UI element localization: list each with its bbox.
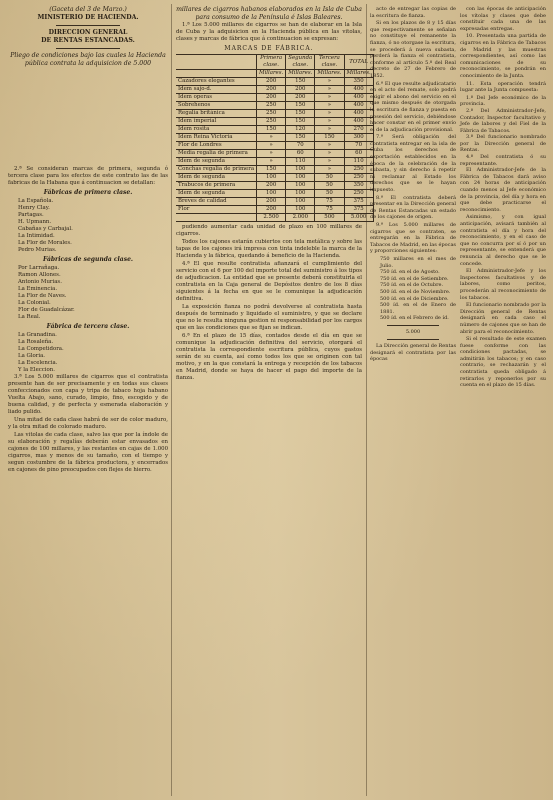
row-value-cell: 150 <box>286 78 315 86</box>
table-body <box>176 78 373 214</box>
paragraph-6: 6.ª El que resulte adjudicatario en el acto del remate, solo podrá exigir el abono del servicio en el que mismo después de otorgada la escritura de fianza y puesta en posesión del servicio, debiéndose hacer constar en el primer envío el de la adjudicación provisional. <box>370 80 456 133</box>
table-row <box>176 190 373 198</box>
list-item: 500 íd. en el de Diciembre. <box>380 295 449 302</box>
row-name-cell: Idem de segunda <box>176 174 257 182</box>
list-item: La Real. <box>18 314 41 320</box>
row-value-cell: » <box>315 86 344 94</box>
table-row <box>176 166 373 174</box>
row-value-cell: 110 <box>344 158 373 166</box>
table-row <box>176 150 373 158</box>
totals-label <box>176 214 257 222</box>
row-value-cell: 50 <box>315 174 344 182</box>
row-value-cell: 400 <box>344 118 373 126</box>
list-item: 1.º Del Jefe económico de la provincia. <box>460 94 546 108</box>
unit-cell: Millares. <box>315 70 344 78</box>
row-value-cell: 100 <box>286 182 315 190</box>
paragraph-direccion: La Dirección general de Rentas designará el contratista por las épocas <box>370 342 457 363</box>
column-3 <box>370 6 546 796</box>
unit-cell: Millares. <box>257 70 286 78</box>
header-cell-empty <box>176 55 257 70</box>
column-1 <box>8 6 168 796</box>
row-value-cell: 400 <box>344 86 373 94</box>
row-value-cell: 100 <box>286 206 315 214</box>
paragraph-8: 8.ª El contratista deberá presentar en la Dirección general de Rentas Estancadas un estado de los cajones de origen. <box>370 194 456 221</box>
row-value-cell: 100 <box>257 190 286 198</box>
table-row <box>176 142 373 150</box>
list-item: Ramon Allones. <box>18 272 61 278</box>
total-cell: 2.000 <box>286 214 315 222</box>
row-value-cell: 75 <box>315 198 344 206</box>
row-value-cell: 150 <box>315 134 344 142</box>
paragraph-top: acto de entregar las copias de la escritura de fianza. <box>370 6 456 19</box>
row-value-cell: 350 <box>344 182 373 190</box>
row-name-cell: Idem Reina Victoria <box>176 134 257 142</box>
delivery-total: 5.000 <box>405 328 421 335</box>
row-value-cell: » <box>315 166 344 174</box>
list-item: 500 íd. en el de Enero de 1881. <box>380 302 456 315</box>
paragraph-11: 11. Esta operación tendrá lugar ante la Junta compuesta: <box>460 80 546 94</box>
header-cell: TOTAL <box>344 55 373 70</box>
row-name-cell: Conchas regalia de primera <box>176 166 257 174</box>
row-value-cell: 250 <box>344 190 373 198</box>
list-item: 500 íd. en el de Noviembre. <box>380 288 451 295</box>
list-item: La Intimidad. <box>18 233 55 239</box>
row-value-cell: 375 <box>344 198 373 206</box>
row-value-cell: » <box>315 118 344 126</box>
row-value-cell: » <box>315 126 344 134</box>
list-item: Antonio Murias. <box>18 279 62 285</box>
row-value-cell: 150 <box>286 134 315 142</box>
list-item: 750 íd. en el de Setiembre. <box>380 275 449 282</box>
unit-cell: Millares. <box>286 70 315 78</box>
list-item: La Española. <box>18 198 54 204</box>
table-header-row <box>176 55 373 70</box>
table-row <box>176 198 373 206</box>
paragraph-3: 3.ª Los 5.000 millares de cigarros que el contratista presente han de ser precisamente y en todas sus clases confeccionados con capa y tripa de tabaco hoja habano Vuelta Abajo, sano, curado, limpio, fino, escogido y de buena calidad, y de perfecta y esmerada elaboración y liado pulido. <box>8 374 168 415</box>
totals-row <box>176 214 373 222</box>
total-cell: 2.500 <box>257 214 286 222</box>
row-value-cell: 50 <box>315 190 344 198</box>
row-value-cell: 250 <box>257 102 286 110</box>
paragraph-inspector: El Administrador-Jefe y los Inspectores facultativos y de labores, como peritos, procederán al reconocimiento de los tabacos. <box>460 268 546 301</box>
row-value-cell: 200 <box>257 182 286 190</box>
list-item: Y la Eleccion. <box>18 367 55 373</box>
header-cell: Primera clase. <box>257 55 286 70</box>
subcolumn-right <box>460 6 546 796</box>
paragraph-todos: Todos los cajones estarán cubiertos con tela metálica y sobre las tapas de los cajones irá impresa con tinta indeleble la marca de la Hacienda y la fábrica, quedando á beneficio de la Hacienda. <box>176 239 362 259</box>
list-item: La Rosaleña. <box>18 339 54 345</box>
paragraph-9: 9.ª Los 5.000 millares de cigarros que se contraten, se entregarán en la Fábrica de Tabacos de Madrid, en las épocas y proporciones siguientes: <box>370 222 456 255</box>
list-item: Partagas. <box>18 212 44 218</box>
row-value-cell: 250 <box>344 166 373 174</box>
table-row <box>176 182 373 190</box>
intro-text: millares de cigarros habanos elaborados en la Isla de Cuba para consumo de la Península é Islas Baleares. <box>176 6 362 21</box>
list-item: La Escelencia. <box>18 360 58 366</box>
list-item: 750 íd. en el de Agosto. <box>380 269 440 276</box>
row-value-cell: 200 <box>257 78 286 86</box>
list-item: Pedro Murias. <box>18 247 57 253</box>
row-name-cell: Regalia británica <box>176 110 257 118</box>
paragraph-admin: El Administrador-Jefe de la Fábrica de Tabacos dará aviso con 24 horas de anticipación cuando menos al Jefe económico de la provincia, del día y hora en que debe practicarse el reconocimiento. <box>460 167 546 213</box>
row-name-cell: Trabucos de primera <box>176 182 257 190</box>
delivery-list <box>370 256 456 322</box>
row-value-cell: 60 <box>286 150 315 158</box>
members-list <box>460 95 546 168</box>
row-value-cell: 250 <box>344 174 373 182</box>
row-name-cell: Idem de segunda <box>176 158 257 166</box>
paragraph-top: con las épocas de anticipación los vitolas y clases que debe constituir cada una de las expresadas entregas. <box>460 6 546 32</box>
header-cell: Tercera clase. <box>315 55 344 70</box>
divider <box>56 25 120 26</box>
clase3-title: Fábrica de tercera clase. <box>46 323 130 330</box>
paragraph-after-table: pudiendo aumentar cada unidad de plazo en 100 millares de cigarros. <box>176 224 362 237</box>
clase3-list <box>8 332 168 374</box>
row-name-cell: Flor de Londres <box>176 142 257 150</box>
marcas-table <box>176 54 374 222</box>
row-value-cell: 250 <box>257 110 286 118</box>
row-value-cell: 150 <box>257 166 286 174</box>
row-value-cell: 70 <box>344 142 373 150</box>
list-item: 500 íd. en el Febrero de íd. <box>380 315 449 322</box>
table-row <box>176 174 373 182</box>
row-value-cell: 150 <box>286 102 315 110</box>
paragraph-5: La exposición fianza no podrá devolverse al contratista hasta después de terminado y liquidado el suministro, y que se declare que no le resulta ninguna gestion ni responsabilidad por los cargos que en las condiciones que se fijan se indican. <box>176 304 362 331</box>
row-value-cell: » <box>315 78 344 86</box>
row-name-cell: Idem de segunda <box>176 190 257 198</box>
divider <box>56 48 120 49</box>
row-name-cell: Idem imperial <box>176 118 257 126</box>
paragraph-6: 6.ª En el plazo de 15 días, contados desde el día en que se comunique la adjudicación definitiva del servicio, otorgará el contratista la correspondiente escritura pública, cuyos gastos serán de su cuenta, así como todos los que se originen con tal motivo, y en la que constará la entrega y recepción de los tabacos en Madrid, donde se haya de hacer el pago del importe de la fianza. <box>176 333 362 381</box>
list-item: La Flor de Morales. <box>18 240 72 246</box>
table-units-row <box>176 70 373 78</box>
table-row <box>176 94 373 102</box>
list-item: Henry Clay. <box>18 205 50 211</box>
paragraph-asimismo: Asimismo, y con igual anticipación, avisará también al contratista el día y hora del reconocimiento, y en el caso de que no concurra por sí ó por un representante, se entenderá que renuncia al derecho que se le concede. <box>460 214 546 267</box>
paragraph-conformidad: Si el resultado de este examen fuese conforme con las condiciones pactadas, se admitirán los tabacos; y en caso contrario, se rechazarán y el contratista queda obligado á retirarlos y reponerlos por su cuenta en el plazo de 15 días. <box>460 336 546 389</box>
table-row <box>176 102 373 110</box>
ministry-heading: MINISTERIO DE HACIENDA. <box>37 14 139 21</box>
list-item: 3.º Del funcionario nombrado por la Dirección general de Rentas. <box>460 134 546 154</box>
row-name-cell: Idem operas <box>176 94 257 102</box>
table-row <box>176 206 373 214</box>
row-value-cell: 200 <box>257 94 286 102</box>
list-item: La Gloria. <box>18 353 46 359</box>
list-item: 2.º Del Administrador-Jefe, Contador, Inspector facultativo y Jefe de labores y del Fiel de la Fábrica de Tabacos. <box>460 107 546 134</box>
row-value-cell: 110 <box>286 158 315 166</box>
paragraph-si: Si en los plazos de 8 y 15 días que respectivamente se señalan no constituye el remanente la fianza, ó no otorgase la escritura, se procederá á nueva subasta, perderá la fianza el contratista, conforme al artículo 5.º del Real decreto de 27 de Febrero de 1852. <box>370 20 456 79</box>
table-row <box>176 158 373 166</box>
row-value-cell: 150 <box>286 110 315 118</box>
row-value-cell: 200 <box>257 86 286 94</box>
list-item: La Competidora. <box>18 346 64 352</box>
row-value-cell: » <box>315 94 344 102</box>
table-title: MARCAS DE FÁBRICA. <box>224 45 314 52</box>
direccion-heading: DIRECCION GENERAL <box>48 29 128 36</box>
paragraph-7: 7.ª Será obligación del contratista entregar en la isla de Cuba los derechos de exportación establecidos en la época de la celebración de la subasta, y sin derecho á repetir ni reclamar al Estado los derechos que se le hayan impuesto. <box>370 134 456 194</box>
row-value-cell: 375 <box>344 206 373 214</box>
column-2 <box>176 6 371 796</box>
paragraph-4: 4.ª El que resulte contratista afianzará el cumplimiento del servicio con el 6 por 100 del importe total del suministro á los tipos de adjudicacion. La entidad que se presente deberá constituirla el contratista en la Caja general de Depósitos dentro de los 8 días siguientes á la fecha en que se le comunique la adjudicación definitiva. <box>176 261 362 302</box>
list-item: 750 millares en el mes de Julio. <box>380 255 456 269</box>
paragraph-10: 10. Presentada una partida de cigarros en la Fábrica de Tabacos de Madrid y las muestras correspondientes, así como las comunicaciones de su reconocimiento, se pondrán en conocimiento de la Junta. <box>460 33 546 79</box>
row-value-cell: 150 <box>257 126 286 134</box>
spacer <box>8 68 168 166</box>
unit-cell: Millares. <box>344 70 373 78</box>
clase2-list <box>8 265 168 321</box>
row-value-cell: 250 <box>257 118 286 126</box>
header-cell: Segunda clase. <box>286 55 315 70</box>
row-value-cell: 200 <box>257 206 286 214</box>
pliego-title: Pliego de condiciones bajo las cuales la Hacienda pública contrata la adquisicion de 5.000 <box>10 52 166 67</box>
row-value-cell: 400 <box>344 94 373 102</box>
row-value-cell: 75 <box>315 206 344 214</box>
subcolumn-left <box>370 6 456 796</box>
row-value-cell: 200 <box>286 86 315 94</box>
paragraph-1: 1.ª Los 5.000 millares de cigarros se han de elaborar en la Isla de Cuba y la adquisicion en la Hacienda pública en las vitolas, clases y marcas de fábrica que á continuacion se expresan: <box>176 22 362 42</box>
row-value-cell: » <box>315 102 344 110</box>
dateline: (Gaceta del 3 de Marzo.) <box>49 6 127 13</box>
row-name-cell: Cazadores elegantes <box>176 78 257 86</box>
list-item: H. Upmann. <box>18 219 52 225</box>
row-value-cell: 60 <box>344 150 373 158</box>
list-item: La Granadina. <box>18 332 57 338</box>
row-value-cell: » <box>315 150 344 158</box>
row-value-cell: 300 <box>344 134 373 142</box>
clase1-list <box>8 198 168 254</box>
row-value-cell: » <box>257 150 286 158</box>
row-name-cell: Idem sajo-d. <box>176 86 257 94</box>
clase2-title: Fábricas de segunda clase. <box>43 256 133 263</box>
row-value-cell: 200 <box>257 198 286 206</box>
rentas-heading: DE RENTAS ESTANCADAS. <box>41 37 135 44</box>
row-value-cell: 100 <box>286 166 315 174</box>
row-value-cell: 120 <box>286 126 315 134</box>
row-value-cell: » <box>257 142 286 150</box>
paragraph-2: 2.ª Se consideran marcas de primera, segunda ó tercera clase para los efectos de este contrato las de las fabricas de la Habana que á continuacion se detallan: <box>8 166 168 186</box>
list-item: La Eminencia. <box>18 286 58 292</box>
row-value-cell: 400 <box>344 102 373 110</box>
row-name-cell: Sobrehenos <box>176 102 257 110</box>
divider <box>387 325 439 326</box>
table-row <box>176 134 373 142</box>
table-row <box>176 126 373 134</box>
paragraph-4: Una mitad de cada clase habrá de ser de color maduro, y la otra mitad de colorado maduro. <box>8 417 168 430</box>
column-rule <box>171 4 172 796</box>
row-name-cell: Idem rosita <box>176 126 257 134</box>
row-name-cell: Flor <box>176 206 257 214</box>
table-row <box>176 78 373 86</box>
header-cell-empty <box>176 70 257 78</box>
row-value-cell: 200 <box>286 94 315 102</box>
row-value-cell: » <box>315 142 344 150</box>
row-value-cell: » <box>315 110 344 118</box>
paragraph-funcionario: El funcionario nombrado por la Dirección general de Rentas designará en cada caso el número de cajones que se han de abrir para el reconocimiento. <box>460 302 546 335</box>
list-item: Por Larrañaga. <box>18 265 60 271</box>
row-value-cell: » <box>315 158 344 166</box>
list-item: 750 íd. en el de Octubre. <box>380 282 444 289</box>
divider <box>387 339 439 340</box>
list-item: La Flor de Naves. <box>18 293 67 299</box>
total-cell: 500 <box>315 214 344 222</box>
row-value-cell: 100 <box>286 198 315 206</box>
list-item: 4.º Del contratista ó su representante. <box>460 154 546 167</box>
row-value-cell: 350 <box>344 78 373 86</box>
list-item: La Colonial. <box>18 300 51 306</box>
paragraph-5: Las vitolas de cada clase, salvo las que por la índole de su elaboración y regalías deberán estar envasados en cajones de 100 millares, y las restantes en cajas de 1.000 cigarros, mas y menos de su tamaño, con el tiempo y segun costumbre de la fábrica productora, y encerrados en cajones de pino preocupados con flejes de hierro. <box>8 432 168 473</box>
row-value-cell: 100 <box>257 174 286 182</box>
list-item: Cabañas y Carbajal. <box>18 226 73 232</box>
row-value-cell: 270 <box>344 126 373 134</box>
clase1-title: Fábricas de primera clase. <box>43 189 133 196</box>
row-value-cell: 400 <box>344 110 373 118</box>
list-item: Flor de Guadalcázar. <box>18 307 75 313</box>
table-row <box>176 118 373 126</box>
table-row <box>176 110 373 118</box>
table-row <box>176 86 373 94</box>
row-name-cell: Media regalia de primera <box>176 150 257 158</box>
row-value-cell: 50 <box>315 182 344 190</box>
row-value-cell: 100 <box>286 174 315 182</box>
row-name-cell: Breves de calidad <box>176 198 257 206</box>
row-value-cell: » <box>257 134 286 142</box>
row-value-cell: » <box>257 158 286 166</box>
row-value-cell: 70 <box>286 142 315 150</box>
total-cell: 5.000 <box>344 214 373 222</box>
row-value-cell: 150 <box>286 118 315 126</box>
row-value-cell: 100 <box>286 190 315 198</box>
